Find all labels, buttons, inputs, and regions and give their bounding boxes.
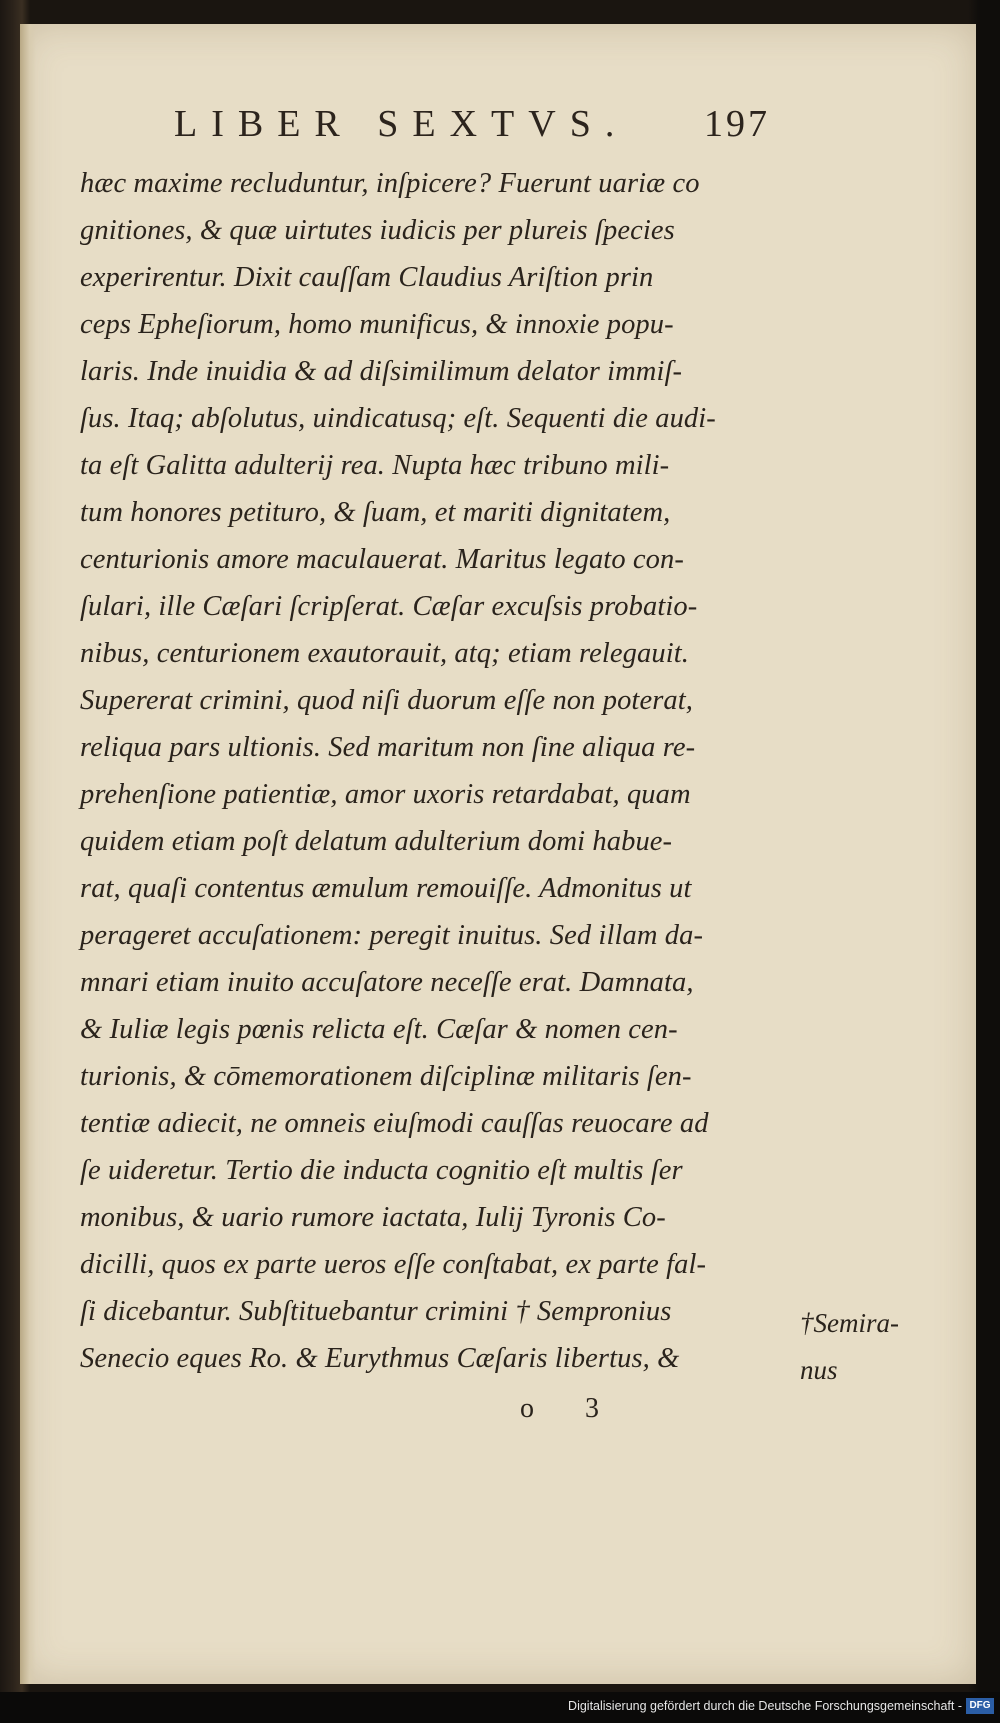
text-line: ſi dicebantur. Subſtituebantur crimini † Sempronius [80,1296,672,1327]
text-line: gnitiones, & quæ uirtutes iudicis per plureis ſpecies [80,215,675,246]
text-line: & Iuliæ legis pœnis relicta eſt. Cæſar & nomen cen- [80,1014,678,1045]
text-line: tum honores petituro, & ſuam, et mariti dignitatem, [80,497,671,528]
footer-bar [0,1692,1000,1723]
dfg-logo: DFG [966,1698,994,1714]
text-line: reliqua pars ultionis. Sed maritum non ſine aliqua re- [80,732,696,763]
page-gutter-shadow [20,24,36,1684]
text-line: ſulari, ille Cæſari ſcripſerat. Cæſar excuſsis probatio- [80,591,698,622]
text-line: mnari etiam inuito accuſatore neceſſe erat. Damnata, [80,967,694,998]
body-text [80,160,800,1382]
text-line: turionis, & cōmemorationem diſciplinæ militaris ſen- [80,1061,692,1092]
text-line: prehenſione patientiæ, amor uxoris retardabat, quam [80,779,691,810]
folio-number: 197 [704,103,770,145]
text-line: hæc maxime recluduntur, inſpicere? Fuerunt uariæ co [80,168,700,199]
text-line: Senecio eques Ro. & Eurythmus Cæſaris libertus, & [80,1343,680,1374]
text-line: ceps Epheſiorum, homo munificus, & innoxie popu- [80,309,674,340]
text-line: ta eſt Galitta adulterij rea. Nupta hæc tribuno mili- [80,450,670,481]
text-line: monibus, & uario rumore iactata, Iulij Tyronis Co- [80,1202,666,1233]
marginal-note-line: nus [800,1355,838,1385]
running-title: LIBER SEXTVS. [174,103,629,145]
text-line: perageret accuſationem: peregit inuitus. Sed illam da- [80,920,704,951]
text-line: rat, quaſi contentus æmulum remouiſſe. Admonitus ut [80,873,692,904]
text-line: experirentur. Dixit cauſſam Claudius Ariſtion prin [80,262,654,293]
text-line: ſe uideretur. Tertio die inducta cognitio eſt multis ſer [80,1155,683,1186]
running-head [150,92,770,152]
text-line: quidem etiam poſt delatum adulterium domi habue- [80,826,673,857]
marginal-note [800,1300,940,1394]
funding-credit: Digitalisierung gefördert durch die Deutsche Forschungsgemeinschaft - [568,1699,962,1713]
text-line: ſus. Itaq; abſolutus, uindicatusq; eſt. Sequenti die audi- [80,403,716,434]
marginal-note-line: †Semira- [800,1308,899,1338]
text-line: dicilli, quos ex parte ueros eſſe conſtabat, ex parte fal- [80,1249,707,1280]
text-line: tentiæ adiecit, ne omneis eiuſmodi cauſſas reuocare ad [80,1108,709,1139]
signature-mark: o 3 [520,1393,621,1424]
text-line: nibus, centurionem exautorauit, atq; etiam relegauit. [80,638,689,669]
text-line: centurionis amore maculauerat. Maritus legato con- [80,544,684,575]
text-line: laris. Inde inuidia & ad diſsimilimum delator immiſ- [80,356,683,387]
text-line: Supererat crimini, quod niſi duorum eſſe non poterat, [80,685,693,716]
